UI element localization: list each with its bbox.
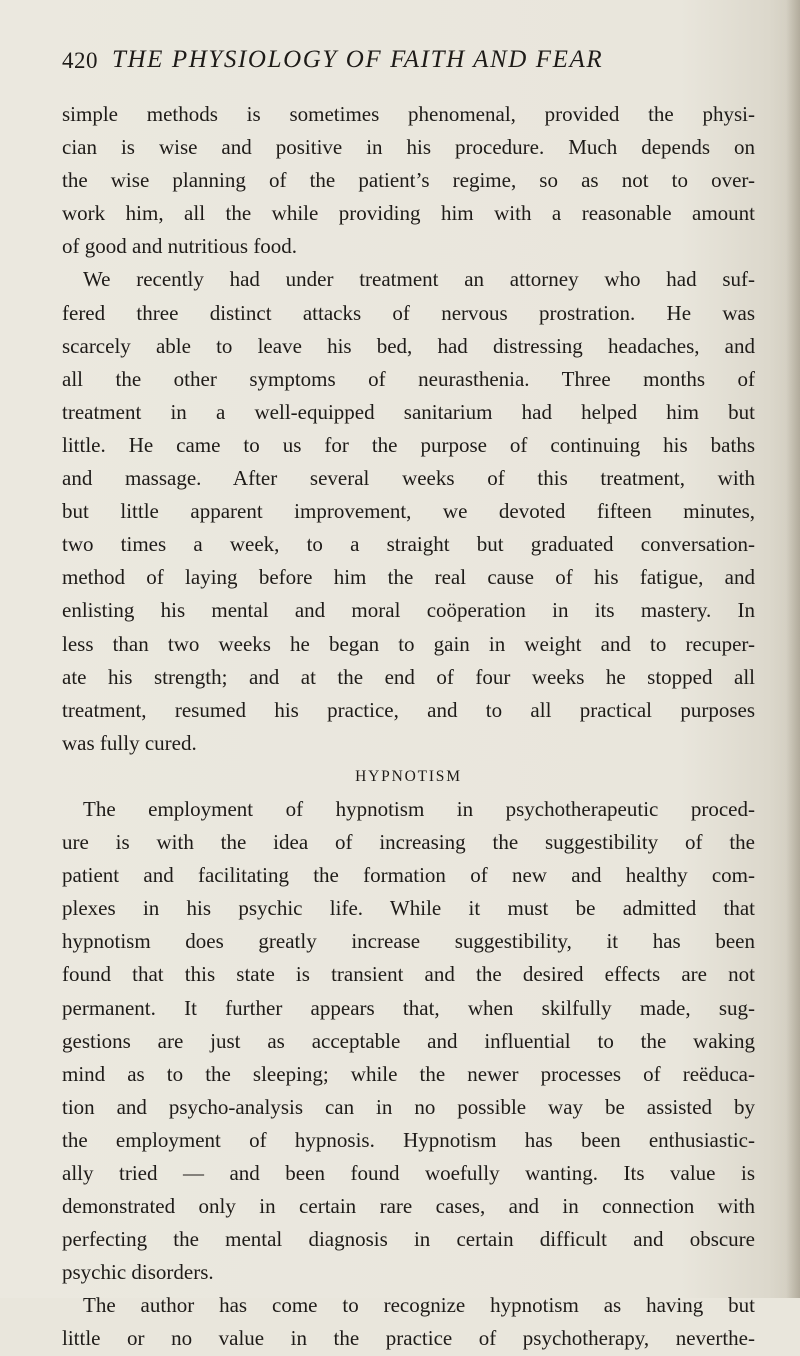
text-line: less than two weeks he began to gain in weight and to recuper- (62, 631, 755, 656)
text-line: The author has come to recognize hypnotism as having but (83, 1293, 755, 1318)
text-line: psychic disorders. (62, 1260, 214, 1285)
text-line: plexes in his psychic life. While it must be admitted that (62, 896, 755, 921)
text-line: permanent. It further appears that, when skilfully made, sug- (62, 995, 755, 1020)
text-line: tion and psycho-analysis can in no possible way be assisted by (62, 1094, 755, 1119)
text-line: of good and nutritious food. (62, 234, 298, 259)
text-line: little. He came to us for the purpose of continuing his baths (62, 432, 755, 457)
text-line: but little apparent improvement, we devoted fifteen minutes, (62, 499, 755, 524)
text-line: all the other symptoms of neurasthenia. Three months of (62, 366, 755, 391)
text-line: the wise planning of the patient’s regime, so as not to over- (62, 168, 755, 193)
page-edge-shadow (786, 0, 800, 1298)
text-line: ure is with the idea of increasing the suggestibility of the (62, 830, 755, 855)
running-title: THE PHYSIOLOGY OF FAITH AND FEAR (112, 46, 604, 73)
text-line: the employment of hypnosis. Hypnotism has been enthusiastic- (62, 1127, 755, 1152)
text-line: perfecting the mental diagnosis in certain difficult and obscure (62, 1227, 755, 1252)
text-line: The employment of hypnotism in psychotherapeutic proced- (83, 796, 755, 821)
text-line: treatment in a well-equipped sanitarium had helped him but (62, 399, 755, 424)
text-line: enlisting his mental and moral coöperation in its mastery. In (62, 598, 755, 623)
text-line: patient and facilitating the formation of new and healthy com- (62, 863, 755, 888)
text-line: ate his strength; and at the end of four weeks he stopped all (62, 664, 755, 689)
text-line: We recently had under treatment an attorney who had suf- (83, 267, 755, 292)
text-line: cian is wise and positive in his procedure. Much depends on (62, 135, 755, 160)
text-line: fered three distinct attacks of nervous prostration. He was (62, 300, 755, 325)
text-line: and massage. After several weeks of this treatment, with (62, 466, 755, 491)
text-line: work him, all the while providing him with a reasonable amount (62, 201, 755, 226)
text-line: ally tried — and been found woefully wanting. Its value is (62, 1161, 755, 1185)
text-line: two times a week, to a straight but graduated conversation- (62, 532, 755, 557)
page-header (62, 46, 752, 82)
text-line: little or no value in the practice of psychotherapy, neverthe- (62, 1326, 755, 1351)
text-line: method of laying before him the real cause of his fatigue, and (62, 565, 755, 590)
text-line: mind as to the sleeping; while the newer processes of reëduca- (62, 1061, 755, 1086)
text-line: simple methods is sometimes phenomenal, provided the physi- (62, 102, 755, 126)
section-heading: HYPNOTISM (355, 767, 462, 785)
text-line: hypnotism does greatly increase suggestibility, it has been (62, 929, 755, 954)
text-line: gestions are just as acceptable and influential to the waking (62, 1028, 755, 1053)
body-text (62, 98, 755, 1356)
text-line: found that this state is transient and the desired effects are not (62, 962, 755, 987)
text-line: treatment, resumed his practice, and to all practical purposes (62, 697, 755, 722)
page-number: 420 (62, 48, 98, 73)
text-line: scarcely able to leave his bed, had distressing headaches, and (62, 333, 755, 358)
text-line: demonstrated only in certain rare cases, and in connection with (62, 1194, 755, 1219)
text-line: was fully cured. (62, 730, 197, 755)
